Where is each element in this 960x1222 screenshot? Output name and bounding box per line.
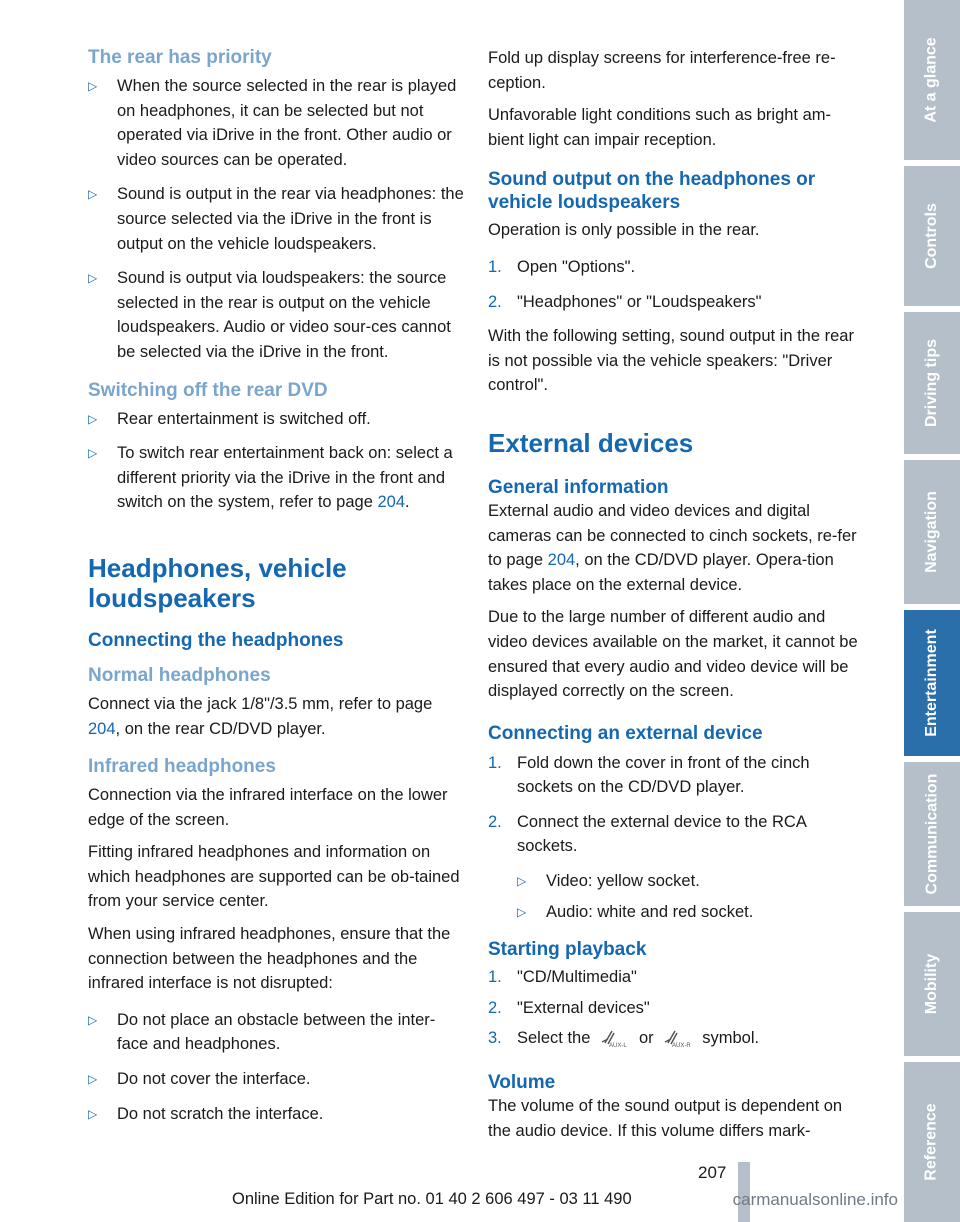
- list-item: [488, 255, 864, 280]
- sound-output-steps: [488, 255, 864, 314]
- list-item: ▷ Sound is output in the rear via headphones: the source selected via the iDrive in the front is output on the vehicle loudspeakers.: [88, 182, 464, 256]
- list-item: ▷ Audio: white and red socket.: [517, 900, 864, 925]
- tab-mobility[interactable]: [904, 912, 960, 1062]
- tab-label: At a glance: [923, 37, 941, 123]
- heading-volume: Volume: [488, 1072, 556, 1094]
- list-item: ▷ Video: yellow socket.: [517, 869, 864, 894]
- list-item: ▷ Sound is output via loudspeakers: the source selected in the rear is output on the vehicle loudspeakers. Audio or video sour‐ces cannot be selected via the iDrive in the front.: [88, 266, 464, 364]
- tab-label: Communication: [923, 773, 941, 895]
- step-number: 1.: [488, 257, 502, 276]
- list-item: [488, 290, 864, 315]
- section-title-external-devices: External devices: [488, 427, 694, 458]
- paragraph: Fold up display screens for interference-free re‐ception.: [488, 49, 836, 92]
- list-item: ▷ Rear entertainment is switched off.: [88, 407, 464, 432]
- playback-steps: [488, 965, 864, 1057]
- tab-label: Reference: [923, 1103, 940, 1181]
- paragraph: Due to the large number of different audio and video devices available on the market, it cannot be ensured that every audio and video device will be displayed correctly on the screen.: [488, 608, 858, 701]
- tab-reference[interactable]: [904, 1062, 960, 1222]
- tab-label: Navigation: [923, 491, 941, 573]
- aux-l-icon: [599, 1027, 635, 1057]
- step-text: symbol.: [702, 1029, 760, 1048]
- rear-priority-list: [88, 74, 464, 365]
- aux-r-icon: [662, 1027, 698, 1057]
- list-item: [488, 965, 864, 990]
- tab-label: Controls: [923, 203, 940, 269]
- step-number: 1.: [488, 968, 502, 987]
- connecting-steps: [488, 751, 864, 925]
- heading-sound-output: Sound output on the headphones or vehicle loudspeakers: [488, 169, 816, 214]
- page-link[interactable]: 204: [88, 719, 116, 738]
- list-item: [488, 751, 864, 800]
- list-item: ▷ Do not scratch the interface.: [88, 1102, 464, 1127]
- right-column: [488, 46, 864, 1151]
- switching-off-list: [88, 407, 464, 515]
- paragraph-text: , on the CD/DVD player. Opera‐tion takes place on the external device.: [488, 551, 834, 594]
- edition-footer: Online Edition for Part no. 01 40 2 606 497 - 03 11 490: [232, 1190, 632, 1208]
- bullet-text-end: .: [405, 493, 410, 512]
- paragraph: Unfavorable light conditions such as bright am‐bient light can impair reception.: [488, 106, 832, 149]
- chapter-sidebar: [904, 0, 960, 1222]
- step-text: "External devices": [517, 998, 650, 1017]
- step-text: Select the: [517, 1029, 591, 1048]
- heading-starting-playback: Starting playback: [488, 939, 647, 961]
- heading-connecting-external: Connecting an external device: [488, 722, 763, 744]
- tab-entertainment[interactable]: [904, 610, 960, 762]
- tab-at-a-glance[interactable]: [904, 0, 960, 166]
- list-item: ▷ Do not place an obstacle between the inter‐face and headphones.: [88, 1008, 464, 1057]
- aux-l-label: AUX-L: [608, 1043, 627, 1050]
- watermark: carmanualsonline.info: [732, 1190, 898, 1209]
- heading-switching-off: Switching off the rear DVD: [88, 379, 328, 401]
- step-number: 2.: [488, 998, 502, 1017]
- tab-label: Driving tips: [923, 338, 941, 428]
- step-number: 2.: [488, 812, 502, 831]
- list-item: [488, 996, 864, 1021]
- page-link[interactable]: 204: [377, 493, 405, 512]
- list-item: [88, 441, 464, 515]
- paragraph: Connection via the infrared interface on the lower edge of the screen.: [88, 786, 448, 829]
- step-number: 1.: [488, 753, 502, 772]
- left-column: [88, 46, 464, 1136]
- list-item: [488, 810, 864, 924]
- step-number: 2.: [488, 292, 502, 311]
- step-text: Open "Options".: [517, 257, 636, 276]
- step-text: Connect the external device to the RCA sockets.: [517, 812, 806, 856]
- paragraph: When using infrared headphones, ensure that the connection between the headphones and the infrared interface is not disrupted:: [88, 925, 451, 993]
- heading-connecting-headphones: Connecting the headphones: [88, 629, 344, 651]
- paragraph: [88, 692, 464, 741]
- paragraph: [488, 499, 864, 597]
- step-text: "CD/Multimedia": [517, 968, 637, 987]
- paragraph: Operation is only possible in the rear.: [488, 221, 760, 240]
- section-title-headphones: Headphones, vehicle loudspeakers: [88, 552, 347, 613]
- page-link[interactable]: 204: [547, 551, 576, 570]
- heading-infrared-headphones: Infrared headphones: [88, 756, 276, 778]
- step-text: "Headphones" or "Loudspeakers": [517, 292, 762, 311]
- heading-normal-headphones: Normal headphones: [88, 664, 271, 686]
- paragraph: The volume of the sound output is dependent on the audio device. If this volume differs mark‐: [488, 1097, 843, 1140]
- step-number: 3.: [488, 1029, 502, 1048]
- tab-navigation[interactable]: [904, 460, 960, 610]
- socket-list: [517, 869, 864, 924]
- list-item: ▷ Do not cover the interface.: [88, 1067, 464, 1092]
- list-item: [488, 1026, 864, 1057]
- tab-label: Mobility: [923, 953, 940, 1015]
- tab-driving-tips[interactable]: [904, 312, 960, 460]
- paragraph: Fitting infrared headphones and information on which headphones are supported can be ob‐tained from your service center.: [88, 843, 460, 911]
- tab-communication[interactable]: [904, 762, 960, 912]
- heading-general-information: General information: [488, 476, 669, 498]
- step-text: Fold down the cover in front of the cinch sockets on the CD/DVD player.: [517, 753, 810, 797]
- paragraph-text: Connect via the jack 1/8"/3.5 mm, refer to page: [88, 694, 433, 713]
- infrared-list: [88, 1008, 464, 1126]
- list-item: ▷ When the source selected in the rear is played on headphones, it can be selected but not operated via iDrive in the front. Other audio or video sources can be operated.: [88, 74, 464, 172]
- step-text: or: [638, 1029, 654, 1048]
- aux-r-label: AUX-R: [672, 1043, 691, 1050]
- paragraph: With the following setting, sound output in the rear is not possible via the vehicle speakers: "Driver control".: [488, 327, 854, 395]
- bullet-text: To switch rear entertainment back on: select a different priority via the iDrive in the front and switch on the system, refer to page: [117, 444, 453, 512]
- tab-controls[interactable]: [904, 166, 960, 312]
- tab-label: Entertainment: [923, 629, 941, 737]
- page-number: 207: [698, 1163, 727, 1182]
- paragraph-text: , on the rear CD/DVD player.: [115, 719, 326, 738]
- heading-rear-priority: The rear has priority: [88, 47, 272, 68]
- paragraph-text: External audio and video devices and digital cameras can be connected to cinch sockets, re‐fer to page: [488, 501, 857, 570]
